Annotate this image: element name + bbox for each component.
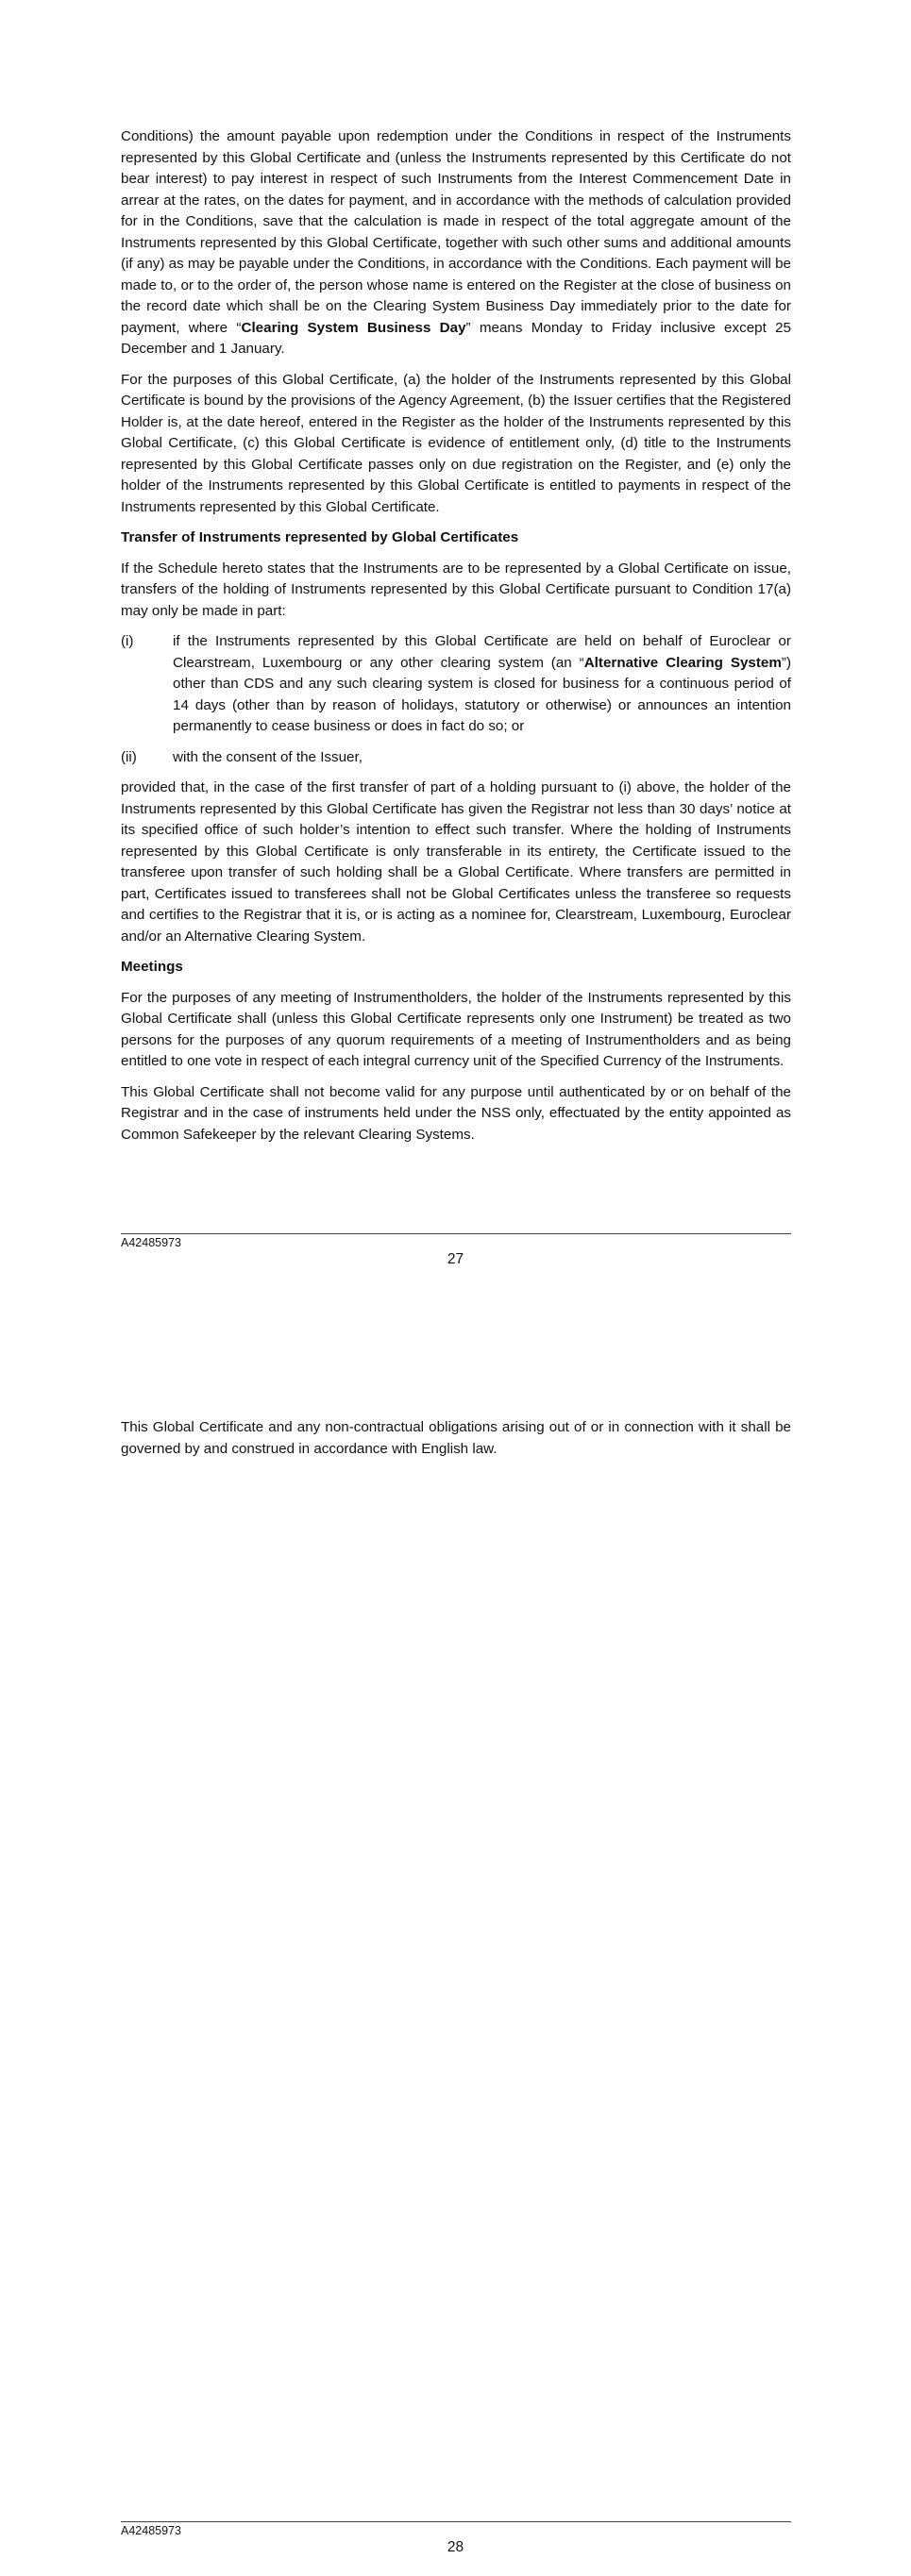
defined-term-clearing-system-business-day: Clearing System Business Day <box>241 319 466 336</box>
paragraph-governing-law: This Global Certificate and any non-contractual obligations arising out of or in connection with it shall be governed by and construed in accordance with English law. <box>121 1419 791 1457</box>
page-number-27: 27 <box>447 1251 464 1267</box>
list-text-i-b: ”) other than CDS and any such clearing system is closed for business for a continuous period of 14 days (other than by reason of holidays, statutory or otherwise) or announces an intention permanently to cease business or does in fact do so; or <box>173 654 792 734</box>
list-item-i <box>121 631 791 738</box>
paragraph-payment-text-b: ” means Monday to Friday inclusive except 25 December and 1 January. <box>121 319 791 357</box>
page-27-body <box>121 126 791 1155</box>
paragraph-meetings: For the purposes of any meeting of Instrumentholders, the holder of the Instruments represented by this Global Certificate shall (unless this Global Certificate represents only one Instrument) be treated as two persons for the purposes of any quorum requirements of a meeting of Instrumentholders and as being entitled to one vote in respect of each integral currency unit of the Specified Currency of the Instruments. <box>121 989 791 1069</box>
paragraph-payment <box>121 126 791 360</box>
page-number-28: 28 <box>447 2539 464 2555</box>
defined-term-alternative-clearing-system: Alternative Clearing System <box>583 654 782 671</box>
page-28-body <box>121 1417 791 1469</box>
list-text-ii: with the consent of the Issuer, <box>173 748 363 765</box>
list-text-i-a: if the Instruments represented by this Global Certificate are held on behalf of Euroclear or Clearstream, Luxembourg or any other clearing system (an “ <box>173 633 791 671</box>
list-item-ii <box>121 747 791 769</box>
footer-rule-page-28 <box>121 2521 791 2522</box>
paragraph-transfer-intro: If the Schedule hereto states that the Instruments are to be represented by a Global Certificate on issue, transfers of the holding of Instruments represented by this Global Certificate pursuant to Condition 17(a) may only be made in part: <box>121 560 791 619</box>
paragraph-payment-text-a: Conditions) the amount payable upon redemption under the Conditions in respect of the Instruments represented by this Global Certificate and (unless the Instruments represented by this Certificate do not bear interest) to pay interest in respect of such Instruments from the Interest Commencement Date in arrear at the rates, on the dates for payment, and in accordance with the methods of calculation provided for in the Conditions, save that the calculation is made in respect of the total aggregate amount of the Instruments represented by this Global Certificate, together with such other sums and additional amounts (if any) as may be payable under the Conditions, in accordance with the Conditions. Each payment will be made to, or to the order of, the person whose name is entered on the Register at the close of business on the record date which shall be on the Clearing System Business Day immediately prior to the date for payment, where “ <box>121 128 791 336</box>
paragraph-provided-that: provided that, in the case of the first transfer of part of a holding pursuant to (i) above, the holder of the Instruments represented by this Global Certificate has given the Registrar not less than 30 days’ notice at its specified office of such holder’s intention to effect such transfer. Where the holding of Instruments represented by this Global Certificate is only transferable in its entirety, the Certificate issued to the transferee upon transfer of such holding shall be a Global Certificate. Where transfers are permitted in part, Certificates issued to transferees shall not be Global Certificates unless the transferee so requests and certifies to the Registrar that it is, or is acting as a nominee for, Clearstream, Luxembourg, Euroclear and/or an Alternative Clearing System. <box>121 779 791 945</box>
list-text-i <box>173 631 791 738</box>
heading-meetings: Meetings <box>121 959 183 975</box>
list-marker-i: (i) <box>121 633 134 649</box>
footer-rule-page-27 <box>121 1233 791 1234</box>
list-marker-ii: (ii) <box>121 748 137 765</box>
footer-reference-page-27: A42485973 <box>121 1236 181 1249</box>
footer-reference-page-28: A42485973 <box>121 2524 181 2537</box>
paragraph-purposes: For the purposes of this Global Certificate, (a) the holder of the Instruments represented by this Global Certificate is bound by the provisions of the Agency Agreement, (b) the Issuer certifies that the Registered Holder is, at the date hereof, entered in the Register as the holder of the Instruments represented by this Global Certificate, (c) this Global Certificate is evidence of entitlement only, (d) title to the Instruments represented by this Global Certificate passes only on due registration on the Register, and (e) only the holder of the Instruments represented by this Global Certificate is entitled to payments in respect of the Instruments represented by this Global Certificate. <box>121 371 791 515</box>
heading-transfer: Transfer of Instruments represented by Global Certificates <box>121 529 519 545</box>
paragraph-validity: This Global Certificate shall not become valid for any purpose until authenticated by or on behalf of the Registrar and in the case of instruments held under the NSS only, effectuated by the entity appointed as Common Safekeeper by the relevant Clearing Systems. <box>121 1083 791 1143</box>
